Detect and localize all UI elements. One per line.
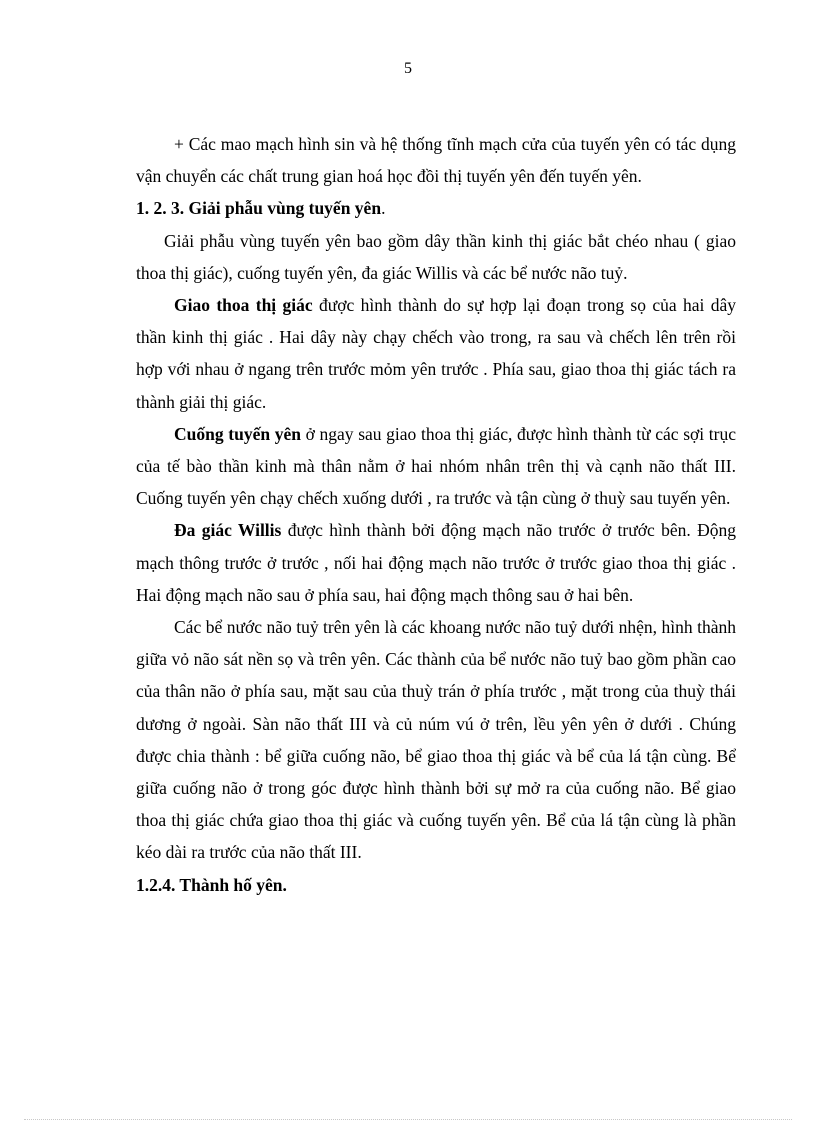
section-heading-1-2-3 (136, 192, 736, 224)
paragraph-optic-chiasm-text: được hình thành do sự hợp lại đoạn trong sọ của hai dây thần kinh thị giác . Hai dây này chạy chếch vào trong, ra sau và chếch lên trên rồi hợp với nhau ở ngang trên trước mỏm yên trước . Phía sau, giao thoa thị giác tách ra thành giải thị giác. (136, 295, 736, 412)
paragraph-capillaries: + Các mao mạch hình sin và hệ thống tĩnh mạch cửa của tuyến yên có tác dụng vận chuyển các chất trung gian hoá học đồi thị tuyến yên đến tuyến yên. (136, 134, 736, 187)
term-pituitary-stalk: Cuống tuyến yên (174, 423, 301, 444)
paragraph-anatomy-intro: Giải phẫu vùng tuyến yên bao gồm dây thần kinh thị giác bắt chéo nhau ( giao thoa thị giác), cuống tuyến yên, đa giác Willis và các bể nước não tuỷ. (136, 230, 736, 283)
paragraph-optic-chiasm (136, 289, 736, 418)
paragraph-circle-of-willis (136, 514, 736, 611)
section-heading-1-2-3-text: 1. 2. 3. Giải phẫu vùng tuyến yên (136, 198, 382, 219)
term-circle-of-willis: Đa giác Willis (174, 520, 282, 541)
term-optic-chiasm: Giao thoa thị giác (174, 295, 313, 316)
paragraph-pituitary-stalk (136, 418, 736, 515)
document-body (136, 128, 736, 901)
paragraph-pituitary-stalk-text: ở ngay sau giao thoa thị giác, được hình thành từ các sợi trục của tế bào thần kinh mà thân nằm ở hai nhóm nhân trên thị và cạnh não thất III. Cuống tuyến yên chạy chếch xuống dưới , ra trước và tận cùng ở thuỳ sau tuyến yên. (136, 423, 736, 509)
paragraph-circle-of-willis-text: được hình thành bởi động mạch não trước ở trước bên. Động mạch thông trước ở trước , nối hai động mạch não trước ở trước giao thoa thị giác . Hai động mạch não sau ở phía sau, hai động mạch thông sau ở hai bên. (136, 520, 736, 605)
page-number: 5 (404, 60, 412, 77)
section-heading-1-2-4: 1.2.4. Thành hố yên. (136, 874, 287, 895)
section-heading-1-2-3-period: . (381, 198, 386, 219)
page-bottom-divider (24, 1119, 792, 1120)
paragraph-cisterns: Các bể nước não tuỷ trên yên là các khoang nước não tuỷ dưới nhện, hình thành giữa vỏ não sát nền sọ và trên yên. Các thành của bể nước não tuỷ bao gồm phần cao của thân não ở phía sau, mặt sau của thuỳ trán ở phía trước , mặt trong của thuỳ thái dương ở ngoài. Sàn não thất III và củ núm vú ở trên, lều yên yên ở dưới . Chúng được chia thành : bể giữa cuống não, bể giao thoa thị giác và bể của lá tận cùng. Bể giữa cuống não ở trong góc được hình thành bởi sự mở ra của cuống não. Bể giao thoa thị giác chứa giao thoa thị giác và cuống tuyến yên. Bể của lá tận cùng là phần kéo dài ra trước của não thất III. (136, 617, 736, 863)
